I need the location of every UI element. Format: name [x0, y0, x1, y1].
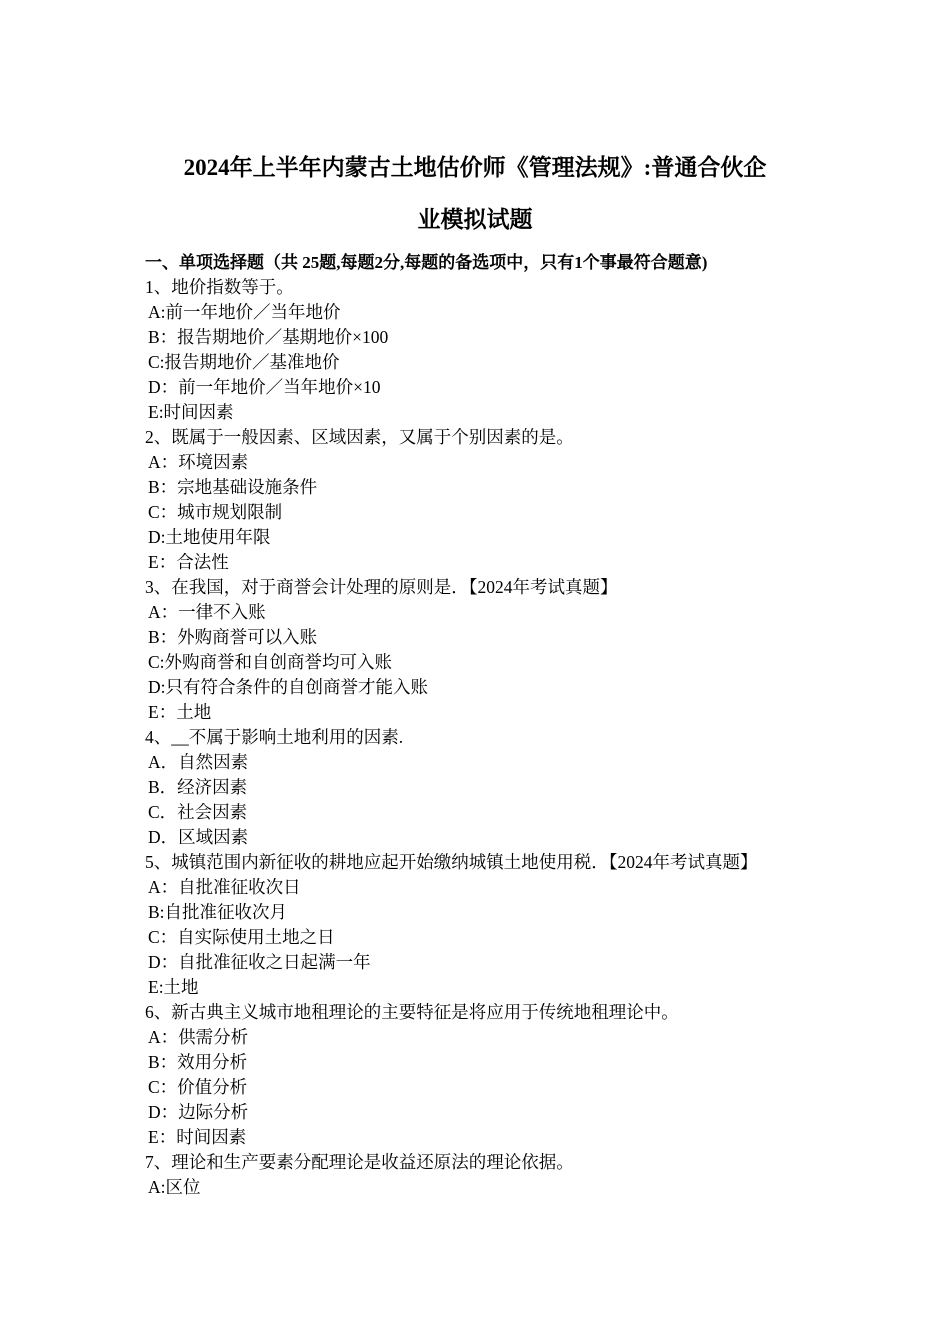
question-5: [145, 850, 810, 1000]
option: D．区域因素: [148, 827, 249, 847]
question-3: [145, 575, 810, 725]
question-stem: 7、理论和生产要素分配理论是收益还原法的理论依据。: [145, 1152, 574, 1172]
question-stem: 1、地价指数等于。: [145, 277, 294, 297]
document-title-line-2: 业模拟试题: [417, 207, 533, 232]
option: A．自然因素: [148, 752, 249, 772]
option: E：时间因素: [148, 1127, 247, 1147]
question-7: [145, 1150, 810, 1200]
option: E：合法性: [148, 552, 229, 572]
option: A:区位: [148, 1177, 201, 1197]
question-stem: 3、在我国，对于商誉会计处理的原则是．【2024年考试真题】: [145, 577, 618, 597]
option: C．社会因素: [148, 802, 248, 822]
option: E：土地: [148, 702, 212, 722]
option: B：外购商誉可以入账: [148, 627, 318, 647]
document-title-line-1: 2024年上半年内蒙古土地估价师《管理法规》:普通合伙企: [183, 155, 767, 180]
question-stem: 6、新古典主义城市地租理论的主要特征是将应用于传统地租理论中。: [145, 1002, 679, 1022]
question-stem: 4、__不属于影响土地利用的因素.: [145, 727, 404, 747]
option: D：前一年地价／当年地价×10: [148, 377, 381, 397]
option: C：城市规划限制: [148, 502, 283, 522]
option: B．经济因素: [148, 777, 248, 797]
option: C:外购商誉和自创商誉均可入账: [148, 652, 393, 672]
option: C：价值分析: [148, 1077, 248, 1097]
option: C:报告期地价／基准地价: [148, 352, 340, 372]
option: D：自批准征收之日起满一年: [148, 952, 371, 972]
option: A：自批准征收次日: [148, 877, 301, 897]
option: A：环境因素: [148, 452, 249, 472]
question-1: [145, 275, 810, 425]
option: B:自批准征收次月: [148, 902, 288, 922]
option: E:时间因素: [148, 402, 234, 422]
question-stem: 2、既属于一般因素、区域因素，又属于个别因素的是。: [145, 427, 574, 447]
option: D:土地使用年限: [148, 527, 271, 547]
option: B：效用分析: [148, 1052, 248, 1072]
option: E:土地: [148, 977, 199, 997]
option: A：供需分析: [148, 1027, 249, 1047]
option: A：一律不入账: [148, 602, 266, 622]
option: C：自实际使用土地之日: [148, 927, 335, 947]
option: D：边际分析: [148, 1102, 249, 1122]
question-4: [145, 725, 810, 850]
option: B：报告期地价／基期地价×100: [148, 327, 389, 347]
option: D:只有符合条件的自创商誉才能入账: [148, 677, 428, 697]
question-2: [145, 425, 810, 575]
question-6: [145, 1000, 810, 1150]
document-body: [145, 250, 810, 1200]
option: A:前一年地价／当年地价: [148, 302, 341, 322]
question-stem: 5、城镇范围内新征收的耕地应起开始缴纳城镇土地使用税．【2024年考试真题】: [145, 852, 758, 872]
option: B：宗地基础设施条件: [148, 477, 318, 497]
section-heading: 一、单项选择题（共 25题,每题2分,每题的备选项中，只有1个事最符合题意): [145, 253, 708, 272]
